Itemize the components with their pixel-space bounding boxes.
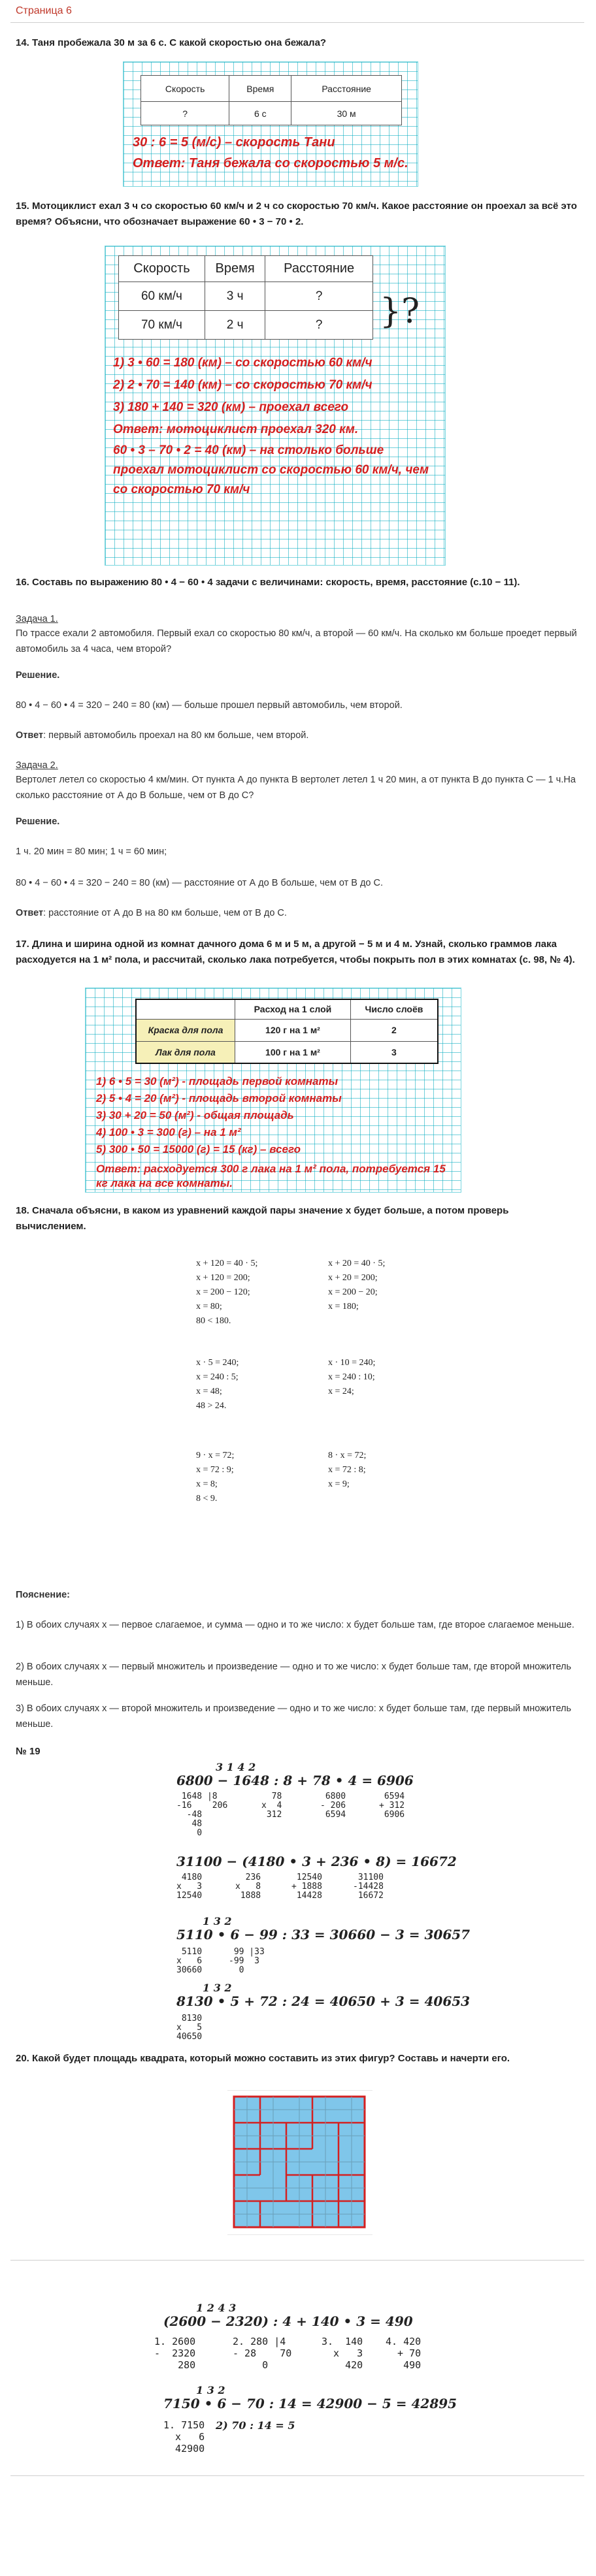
calc-line: -48	[176, 1810, 203, 1820]
q17-cell: 3	[350, 1041, 438, 1063]
calc-line: -14428	[353, 1882, 384, 1892]
q18-column-5	[196, 1449, 234, 1506]
calc-line: 312	[261, 1810, 282, 1820]
calc-line: 78	[261, 1792, 282, 1801]
comparison-line: 8 < 9.	[196, 1494, 218, 1504]
calc-line: 4180	[176, 1873, 203, 1882]
question-18-title: 18. Сначала объясни, в каком из уравнений каждой пары значение x будет больше, а потом проверь вычислением.	[16, 1205, 509, 1232]
answer-label: Ответ	[16, 730, 44, 741]
q15-step-3: 3) 180 + 140 = 320 (км) – проехал всего	[113, 400, 349, 414]
q15-table	[118, 255, 373, 340]
q15-cell: 2 ч	[205, 311, 265, 340]
equation-line: x + 120 = 200;	[196, 1273, 250, 1283]
q14-header-distance: Расстояние	[291, 76, 402, 102]
q15-step-2: 2) 2 • 70 = 140 (км) – со скоростью 70 км/ч	[113, 378, 372, 392]
explanation-label: Пояснение:	[16, 1590, 70, 1600]
q17-step-5: 5) 300 • 50 = 15000 (г) = 15 (кг) – всего	[96, 1143, 301, 1155]
calc-line: 12540	[176, 1891, 203, 1901]
calc-line: + 312	[379, 1801, 405, 1811]
divider	[10, 2475, 584, 2476]
calc-line: - 2320	[154, 2347, 196, 2359]
q14-cell-speed: ?	[141, 102, 229, 125]
q15-cell: 70 км/ч	[119, 311, 205, 340]
q18-column-4	[328, 1356, 375, 1399]
q14-table	[141, 75, 402, 125]
calc-line: - 28 70	[233, 2347, 292, 2359]
calc-line: 6906	[379, 1810, 405, 1820]
calc-line: -16 206	[176, 1801, 228, 1811]
multiplication-6	[322, 2336, 363, 2371]
calc-line: 420	[322, 2359, 363, 2371]
equation-line: x + 20 = 200;	[328, 1273, 378, 1283]
subtraction-1	[320, 1792, 346, 1820]
q17-table	[135, 999, 439, 1064]
q20-expression-2: 7150 • 6 − 70 : 14 = 42900 − 5 = 42895	[163, 2396, 457, 2411]
q15-header-time: Время	[205, 256, 265, 282]
calc-line: 12540	[291, 1873, 322, 1882]
calc-line: 1648 |8	[176, 1792, 218, 1801]
calc-line: 0	[229, 1965, 244, 1975]
calc-line: -99 3	[229, 1956, 259, 1966]
multiplication-1	[261, 1792, 282, 1820]
calc-line: + 70	[386, 2347, 422, 2359]
q17-cell: 2	[350, 1019, 438, 1041]
question-20-title: 20. Какой будет площадь квадрата, который можно составить из этих фигур? Составь и начерти его.	[16, 2053, 510, 2064]
solution-label: Решение.	[16, 816, 60, 827]
q15-answer: Ответ: мотоциклист проехал 320 км.	[113, 423, 359, 436]
multiplication-4	[176, 1948, 202, 1975]
task-2-line-1: 1 ч. 20 мин = 80 мин; 1 ч = 60 мин;	[16, 846, 167, 857]
calc-line: 1888	[235, 1891, 261, 1901]
calc-line: 6594	[379, 1792, 405, 1801]
q20-expression-1: (2600 − 2320) : 4 + 140 • 3 = 490	[163, 2313, 413, 2329]
q19-expression-4: 8130 • 5 + 72 : 24 = 40650 + 3 = 40653	[176, 1993, 471, 2009]
equation-line: x = 240 : 5;	[196, 1372, 239, 1382]
q17-step-1: 1) 6 • 5 = 30 (м²) - площадь первой комнаты	[96, 1075, 339, 1087]
equation-line: x = 24;	[328, 1387, 354, 1396]
multiplication-3	[235, 1873, 261, 1901]
question-15-title: 15. Мотоциклист ехал 3 ч со скоростью 60 км/ч и 2 ч со скоростью 70 км/ч. Какое расстояние он проехал за всё это время? Объясни, что обозначает выражение 60 • 3 − 70 • 2.	[16, 201, 577, 227]
multiplication-5	[176, 2014, 202, 2042]
addition-2	[291, 1873, 322, 1901]
task-1-label: Задача 1.	[16, 614, 58, 624]
task-1-calculation: 80 • 4 − 60 • 4 = 320 − 240 = 80 (км) — больше прошел первый автомобиль, чем второй.	[16, 700, 403, 711]
calc-line: 14428	[291, 1891, 322, 1901]
q17-header-layers: Число слоёв	[350, 999, 438, 1019]
calc-line: 99 |33	[229, 1947, 265, 1957]
equation-line: x + 20 = 40 · 5;	[328, 1259, 386, 1268]
task-2-text: Вертолет летел со скоростью 4 км/мин. От пункта А до пункта В вертолет летел 1 ч 20 мин, а от пункта В до пункта С — 1 ч.На сколько расстояние от А до В больше, чем от В до С?	[16, 775, 576, 801]
long-division-2	[229, 1948, 265, 1975]
equation-line: x = 72 : 8;	[328, 1465, 366, 1475]
explanation-2: 2) В обоих случаях x — первый множитель и произведение — одно и то же число: x будет больше там, где второй множитель меньше.	[16, 1662, 572, 1688]
calc-line: 8130	[176, 2014, 203, 2023]
subtraction-2	[353, 1873, 384, 1901]
q17-header-rate: Расход на 1 слой	[235, 999, 351, 1019]
order-marks: 3 1 4 2	[216, 1761, 256, 1773]
q15-step-1: 1) 3 • 60 = 180 (км) – со скоростью 60 км/ч	[113, 356, 372, 370]
q15-cell: ?	[265, 282, 373, 311]
calc-line: 1. 2600	[154, 2336, 196, 2347]
calc-line: 4. 420	[386, 2336, 422, 2347]
equation-line: x = 200 − 20;	[328, 1287, 378, 1297]
equation-line: 8 · x = 72;	[328, 1451, 367, 1460]
q14-solution-line: 30 : 6 = 5 (м/с) – скорость Тани	[133, 135, 335, 150]
q17-cell: 100 г на 1 м²	[235, 1041, 351, 1063]
calc-line: x 6	[176, 1956, 203, 1966]
addition-3	[386, 2336, 421, 2371]
q15-header-distance: Расстояние	[265, 256, 373, 282]
q14-answer-line: Ответ: Таня бежала со скоростью 5 м/с.	[133, 156, 408, 170]
equation-line: 9 · x = 72;	[196, 1451, 235, 1460]
q17-header-empty	[136, 999, 235, 1019]
explanation-1: 1) В обоих случаях x — первое слагаемое, и сумма — одно и то же число: x будет больше там, где второе слагаемое меньше.	[16, 1620, 574, 1630]
q15-grid-figure	[105, 246, 446, 566]
calc-line: 2. 280 |4	[233, 2336, 286, 2347]
equation-line: x = 240 : 10;	[328, 1372, 375, 1382]
calc-line: 280	[154, 2359, 196, 2371]
subtraction-3	[154, 2336, 195, 2371]
q19-expression-2: 31100 − (4180 • 3 + 236 • 8) = 16672	[176, 1854, 457, 1869]
q14-cell-distance: 30 м	[291, 102, 402, 125]
calc-line: 5110	[176, 1947, 203, 1957]
calc-line: x 5	[176, 2023, 203, 2033]
question-19-title: № 19	[16, 1746, 41, 1757]
calc-line: 16672	[353, 1891, 384, 1901]
q15-cell: ?	[265, 311, 373, 340]
q17-cell: 120 г на 1 м²	[235, 1019, 351, 1041]
comparison-line: 80 < 180.	[196, 1316, 231, 1326]
multiplication-2	[176, 1873, 202, 1901]
calc-line: 6594	[320, 1810, 346, 1820]
q18-column-1	[196, 1257, 257, 1328]
breadcrumb[interactable]: Страница 6	[16, 5, 72, 16]
q14-cell-time: 6 с	[229, 102, 291, 125]
equation-line: x = 48;	[196, 1387, 222, 1396]
answer-label: Ответ	[16, 908, 44, 918]
task-1-answer-text: : первый автомобиль проехал на 80 км больше, чем второй.	[43, 730, 309, 741]
multiplication-7	[163, 2419, 205, 2455]
explanation-3: 3) В обоих случаях x — второй множитель и произведение — одно и то же число: x будет больше там, где первый множитель меньше.	[16, 1703, 572, 1730]
question-14-title: 14. Таня пробежала 30 м за 6 с. С какой скоростью она бежала?	[16, 37, 327, 48]
q19-expression-3: 5110 • 6 − 99 : 33 = 30660 − 3 = 30657	[176, 1927, 471, 1942]
divider	[10, 2260, 584, 2261]
q15-cell: 60 км/ч	[119, 282, 205, 311]
calc-line: 42900	[163, 2443, 205, 2455]
calc-line: x 3	[322, 2347, 363, 2359]
question-16-title: 16. Составь по выражению 80 • 4 − 60 • 4 задачи с величинами: скорость, время, расстояние (с.10 − 11).	[16, 577, 520, 588]
task-2-line-2: 80 • 4 − 60 • 4 = 320 − 240 = 80 (км) — расстояние от А до В больше, чем от В до С.	[16, 878, 384, 888]
equation-line: x = 80;	[196, 1302, 222, 1312]
calc-line: 0	[233, 2359, 269, 2371]
q15-brace: }?	[380, 292, 420, 331]
q17-solution	[96, 1073, 449, 1191]
q18-column-2	[328, 1257, 385, 1314]
q18-column-3	[196, 1356, 239, 1413]
calc-line: 1. 7150	[163, 2419, 205, 2431]
divider	[10, 22, 584, 23]
equation-line: x = 72 : 9;	[196, 1465, 234, 1475]
q14-grid-figure	[123, 61, 418, 187]
order-marks: 1 2 4 3	[196, 2302, 237, 2314]
q15-header-speed: Скорость	[119, 256, 205, 282]
calc-line: 48	[176, 1819, 203, 1829]
addition-1	[379, 1792, 405, 1820]
q15-cell: 3 ч	[205, 282, 265, 311]
calc-line: 0	[176, 1828, 203, 1838]
equation-line: x = 8;	[196, 1479, 218, 1489]
calc-line: 6800	[320, 1792, 346, 1801]
calc-line: + 1888	[291, 1882, 322, 1892]
calc-line: - 206	[320, 1801, 346, 1811]
q17-grid-figure	[85, 988, 461, 1193]
q18-column-6	[328, 1449, 366, 1492]
task-2-answer-text: : расстояние от А до В на 80 км больше, чем от В до С.	[43, 908, 287, 918]
calc-line: 40650	[176, 2032, 203, 2042]
comparison-line: 48 > 24.	[196, 1401, 227, 1411]
q14-header-time: Время	[229, 76, 291, 102]
division-result: 2) 70 : 14 = 5	[216, 2419, 295, 2432]
solution-label: Решение.	[16, 670, 60, 681]
q17-row-paint-label: Краска для пола	[136, 1019, 235, 1041]
task-2-answer	[16, 905, 578, 921]
task-2-label: Задача 2.	[16, 760, 58, 771]
calc-line: 31100	[353, 1873, 384, 1882]
long-division-3	[233, 2336, 291, 2371]
task-1-text: По трассе ехали 2 автомобиля. Первый ехал со скоростью 80 км/ч, а второй — 60 км/ч. На сколько км больше проедет первый автомобиль за 4 часа, чем второй?	[16, 628, 577, 654]
calc-line: x 8	[235, 1882, 261, 1892]
equation-line: x = 180;	[328, 1302, 359, 1312]
equation-line: x · 5 = 240;	[196, 1358, 239, 1368]
order-marks: 1 3 2	[196, 2384, 225, 2396]
equation-line: x = 9;	[328, 1479, 350, 1489]
calc-line: x 6	[163, 2431, 205, 2443]
calc-line: 30660	[176, 1965, 203, 1975]
q17-row-varnish-label: Лак для пола	[136, 1041, 235, 1063]
q15-expression-meaning: 60 • 3 – 70 • 2 = 40 (км) – на столько больше проехал мотоциклист со скоростью 60 км/ч, чем со скоростью 70 км/ч	[113, 443, 429, 496]
q17-answer: Ответ: расходуется 300 г лака на 1 м² пола, потребуется 15 кг лака на все комнаты.	[96, 1163, 446, 1189]
task-1-answer	[16, 728, 578, 743]
equation-line: x = 200 − 120;	[196, 1287, 250, 1297]
order-marks: 1 3 2	[203, 1982, 232, 1994]
q15-solution	[113, 352, 433, 500]
equation-line: x · 10 = 240;	[328, 1358, 376, 1368]
q14-header-speed: Скорость	[141, 76, 229, 102]
long-division-1	[176, 1792, 227, 1838]
calc-line: 236	[235, 1873, 261, 1882]
equation-line: x + 120 = 40 · 5;	[196, 1259, 258, 1268]
calc-line: 490	[386, 2359, 422, 2371]
calc-line: x 3	[176, 1882, 203, 1892]
order-marks: 1 3 2	[203, 1915, 232, 1927]
q19-expression-1: 6800 − 1648 : 8 + 78 • 4 = 6906	[176, 1773, 414, 1788]
q17-step-2: 2) 5 • 4 = 20 (м²) - площадь второй комнаты	[96, 1092, 342, 1104]
q17-step-4: 4) 100 • 3 = 300 (г) – на 1 м²	[96, 1126, 241, 1138]
calc-line: 3. 140	[322, 2336, 363, 2347]
calc-line: x 4	[261, 1801, 282, 1811]
square-figures-drawing	[227, 2090, 372, 2235]
q17-step-3: 3) 30 + 20 = 50 (м²) - общая площадь	[96, 1109, 294, 1121]
question-17-title: 17. Длина и ширина одной из комнат дачного дома 6 м и 5 м, а другой − 5 м и 4 м. Узнай, сколько граммов лака расходуется на 1 м² пола, и рассчитай, сколько лака потребуется, чтобы покрыть пол в этих комнатах (с. 98, № 4).	[16, 939, 575, 965]
